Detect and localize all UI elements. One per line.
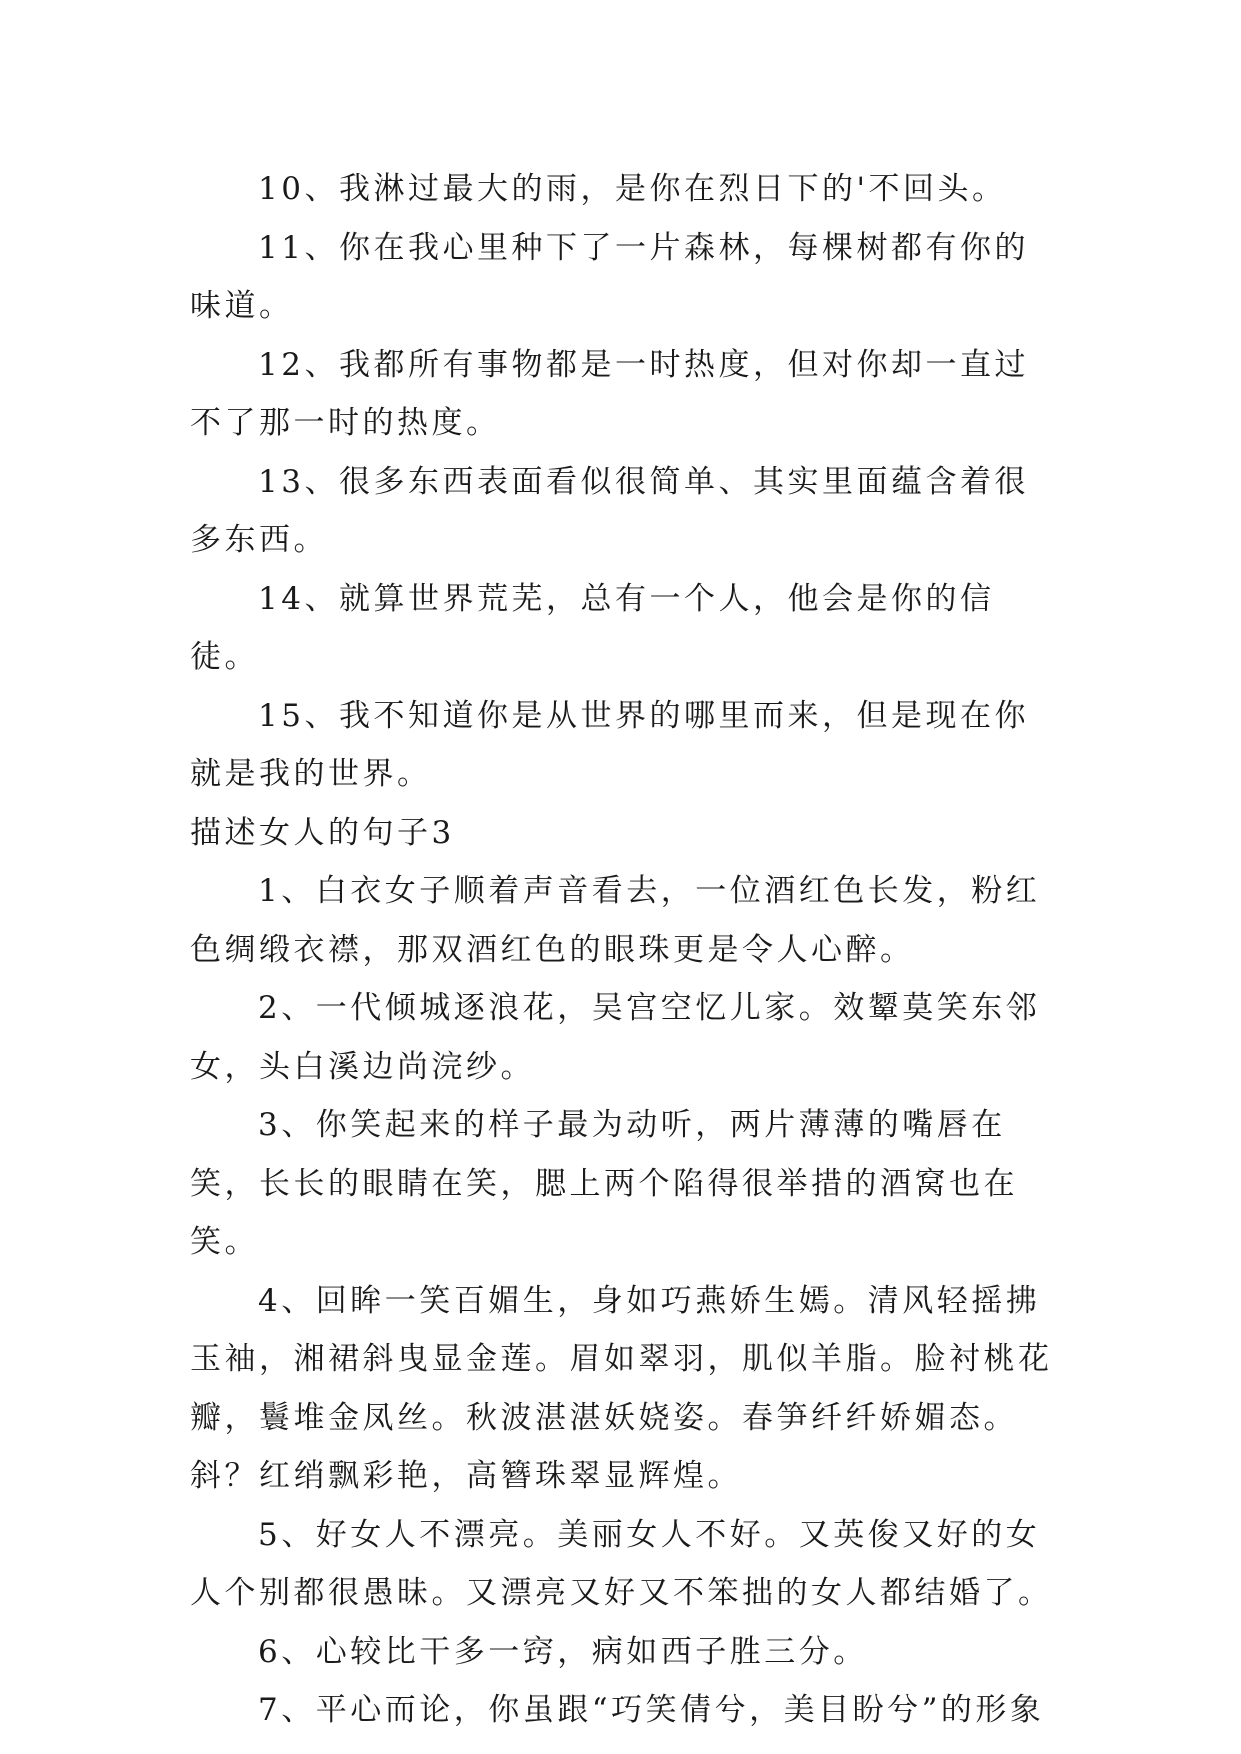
paragraph-item-12: 12、我都所有事物都是一时热度，但对你却一直过不了那一时的热度。 [190,346,1029,441]
paragraph-item-2: 2、一代倾城逐浪花，吴宫空忆儿家。效颦莫笑东邻女，头白溪边尚浣纱。 [190,990,1041,1085]
paragraph-item-4: 4、回眸一笑百媚生，身如巧燕娇生嫣。清风轻摇拂玉袖，湘裙斜曳显金莲。眉如翠羽，肌似羊脂。脸衬桃花瓣，鬟堆金凤丝。秋波湛湛妖娆姿。春笋纤纤娇媚态。斜？红绡飘彩艳，高簪珠翠显辉煌。 [190,1282,1053,1494]
paragraph-item-6: 6、心较比干多一窍，病如西子胜三分。 [258,1633,868,1670]
paragraph-item-1: 1、白衣女子顺着声音看去，一位酒红色长发，粉红色绸缎衣襟，那双酒红色的眼珠更是令人心醉。 [190,873,1041,968]
paragraph-item-15: 15、我不知道你是从世界的哪里而来，但是现在你就是我的世界。 [190,697,1029,792]
paragraph-item-5: 5、好女人不漂亮。美丽女人不好。又英俊又好的女人个别都很愚昧。又漂亮又好又不笨拙的女人都结婚了。 [190,1516,1053,1611]
paragraph-item-14: 14、就算世界荒芜，总有一个人，他会是你的信徒。 [190,580,995,675]
paragraph-item-3: 3、你笑起来的样子最为动听，两片薄薄的嘴唇在笑，长长的眼睛在笑，腮上两个陷得很举措的酒窝也在笑。 [190,1107,1018,1260]
paragraph-item-7: 7、平心而论，你虽跟“巧笑倩兮，美目盼兮”的形象 [258,1692,1045,1728]
paragraph-item-10: 10、我淋过最大的雨，是你在烈日下的'不回头。 [258,171,1007,207]
paragraph-item-13: 13、很多东西表面看似很简单、其实里面蕴含着很多东西。 [190,463,1029,558]
document-body [190,160,1060,1740]
section-heading: 描述女人的句子3 [190,814,455,851]
paragraph-item-11: 11、你在我心里种下了一片森林，每棵树都有你的味道。 [190,229,1029,324]
